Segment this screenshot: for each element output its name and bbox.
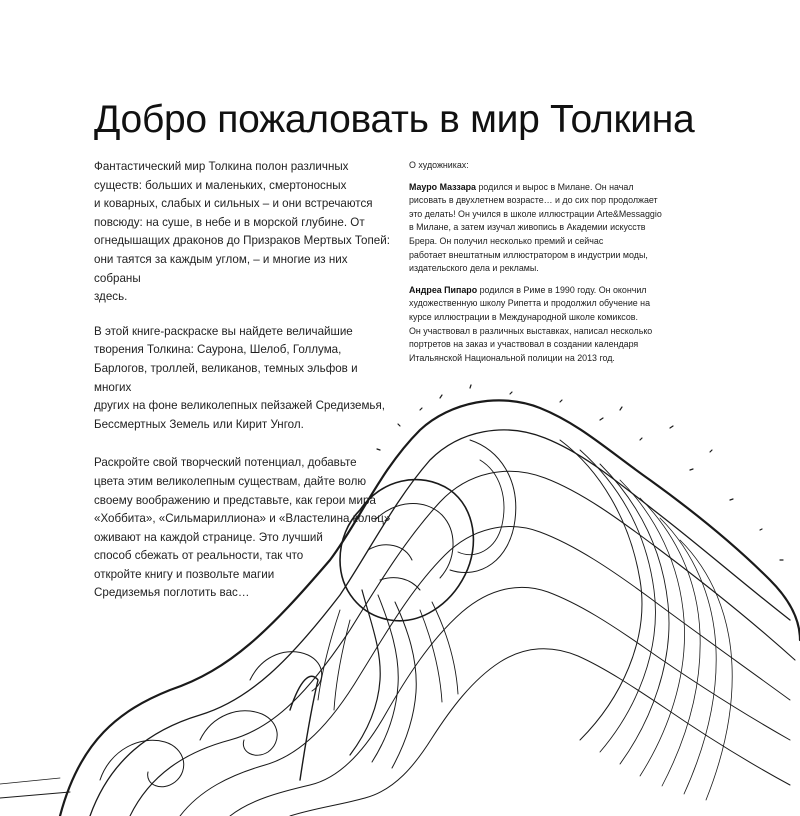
artists-heading: О художниках:	[409, 160, 469, 170]
artists-column	[409, 159, 709, 365]
artist-bio-1	[409, 181, 709, 276]
artist-bio-2	[409, 284, 709, 366]
artist-bio-text-1: родился и вырос в Милане. Он начал рисовать в двухлетнем возрасте… и до сих пор продолжает это делать! Он учился в школе иллюстрации Arte&Messaggio в Милане, а затем изучал живопись в Академии искусств Брера. Он получил несколько премий и сейчас работает внештатным иллюстратором в индустрии моды, издательского дела и рекламы.	[409, 181, 662, 274]
wave-creature-drawing	[0, 380, 800, 816]
intro-paragraph-1: Фантастический мир Толкина полон различных существ: больших и маленьких, смертоносных и коварных, слабых и сильных – и они встречаются повсюду: на суше, в небе и в морской глубине. От огнедышащих драконов до Призраков Мертвых Топей: они таятся за каждым углом, – и многие из них собраны здесь.	[94, 160, 390, 304]
intro-paragraph-2: В этой книге-раскраске вы найдете величайшие творения Толкина: Саурона, Шелоб, Голлума, Барлогов, троллей, великанов, темных эльфов и многих других на фоне великолепных пейзажей Средиземья, Бессмертных Земель или Кирит Унгол.	[94, 324, 385, 431]
line-art-illustration	[0, 380, 800, 816]
artist-bio-text-2: родился в Риме в 1990 году. Он окончил художественную школу Рипетта и продолжил обучение на курсе иллюстрации в Международной школе комиксов. Он участвовал в различных выставках, написал несколько портретов на заказ и участвовал в создании календаря Итальянской Национальной полиции на 2013 год.	[409, 284, 653, 363]
artist-name-1: Мауро Маззара	[409, 181, 476, 192]
page-title: Добро пожаловать в мир Толкина	[94, 98, 695, 141]
intro-paragraph-3: Раскройте свой творческий потенциал, добавьте цвета этим великолепным существам, дайте волю своему воображению и представьте, как герои мира «Хоббита», «Сильмариллиона» и «Властелина колец» оживают на каждой странице. Это лучший способ сбежать от реальности, так что откройте книгу и позвольте магии Средиземья поглотить вас…	[94, 456, 391, 600]
artist-name-2: Андреа Пипаро	[409, 284, 478, 295]
